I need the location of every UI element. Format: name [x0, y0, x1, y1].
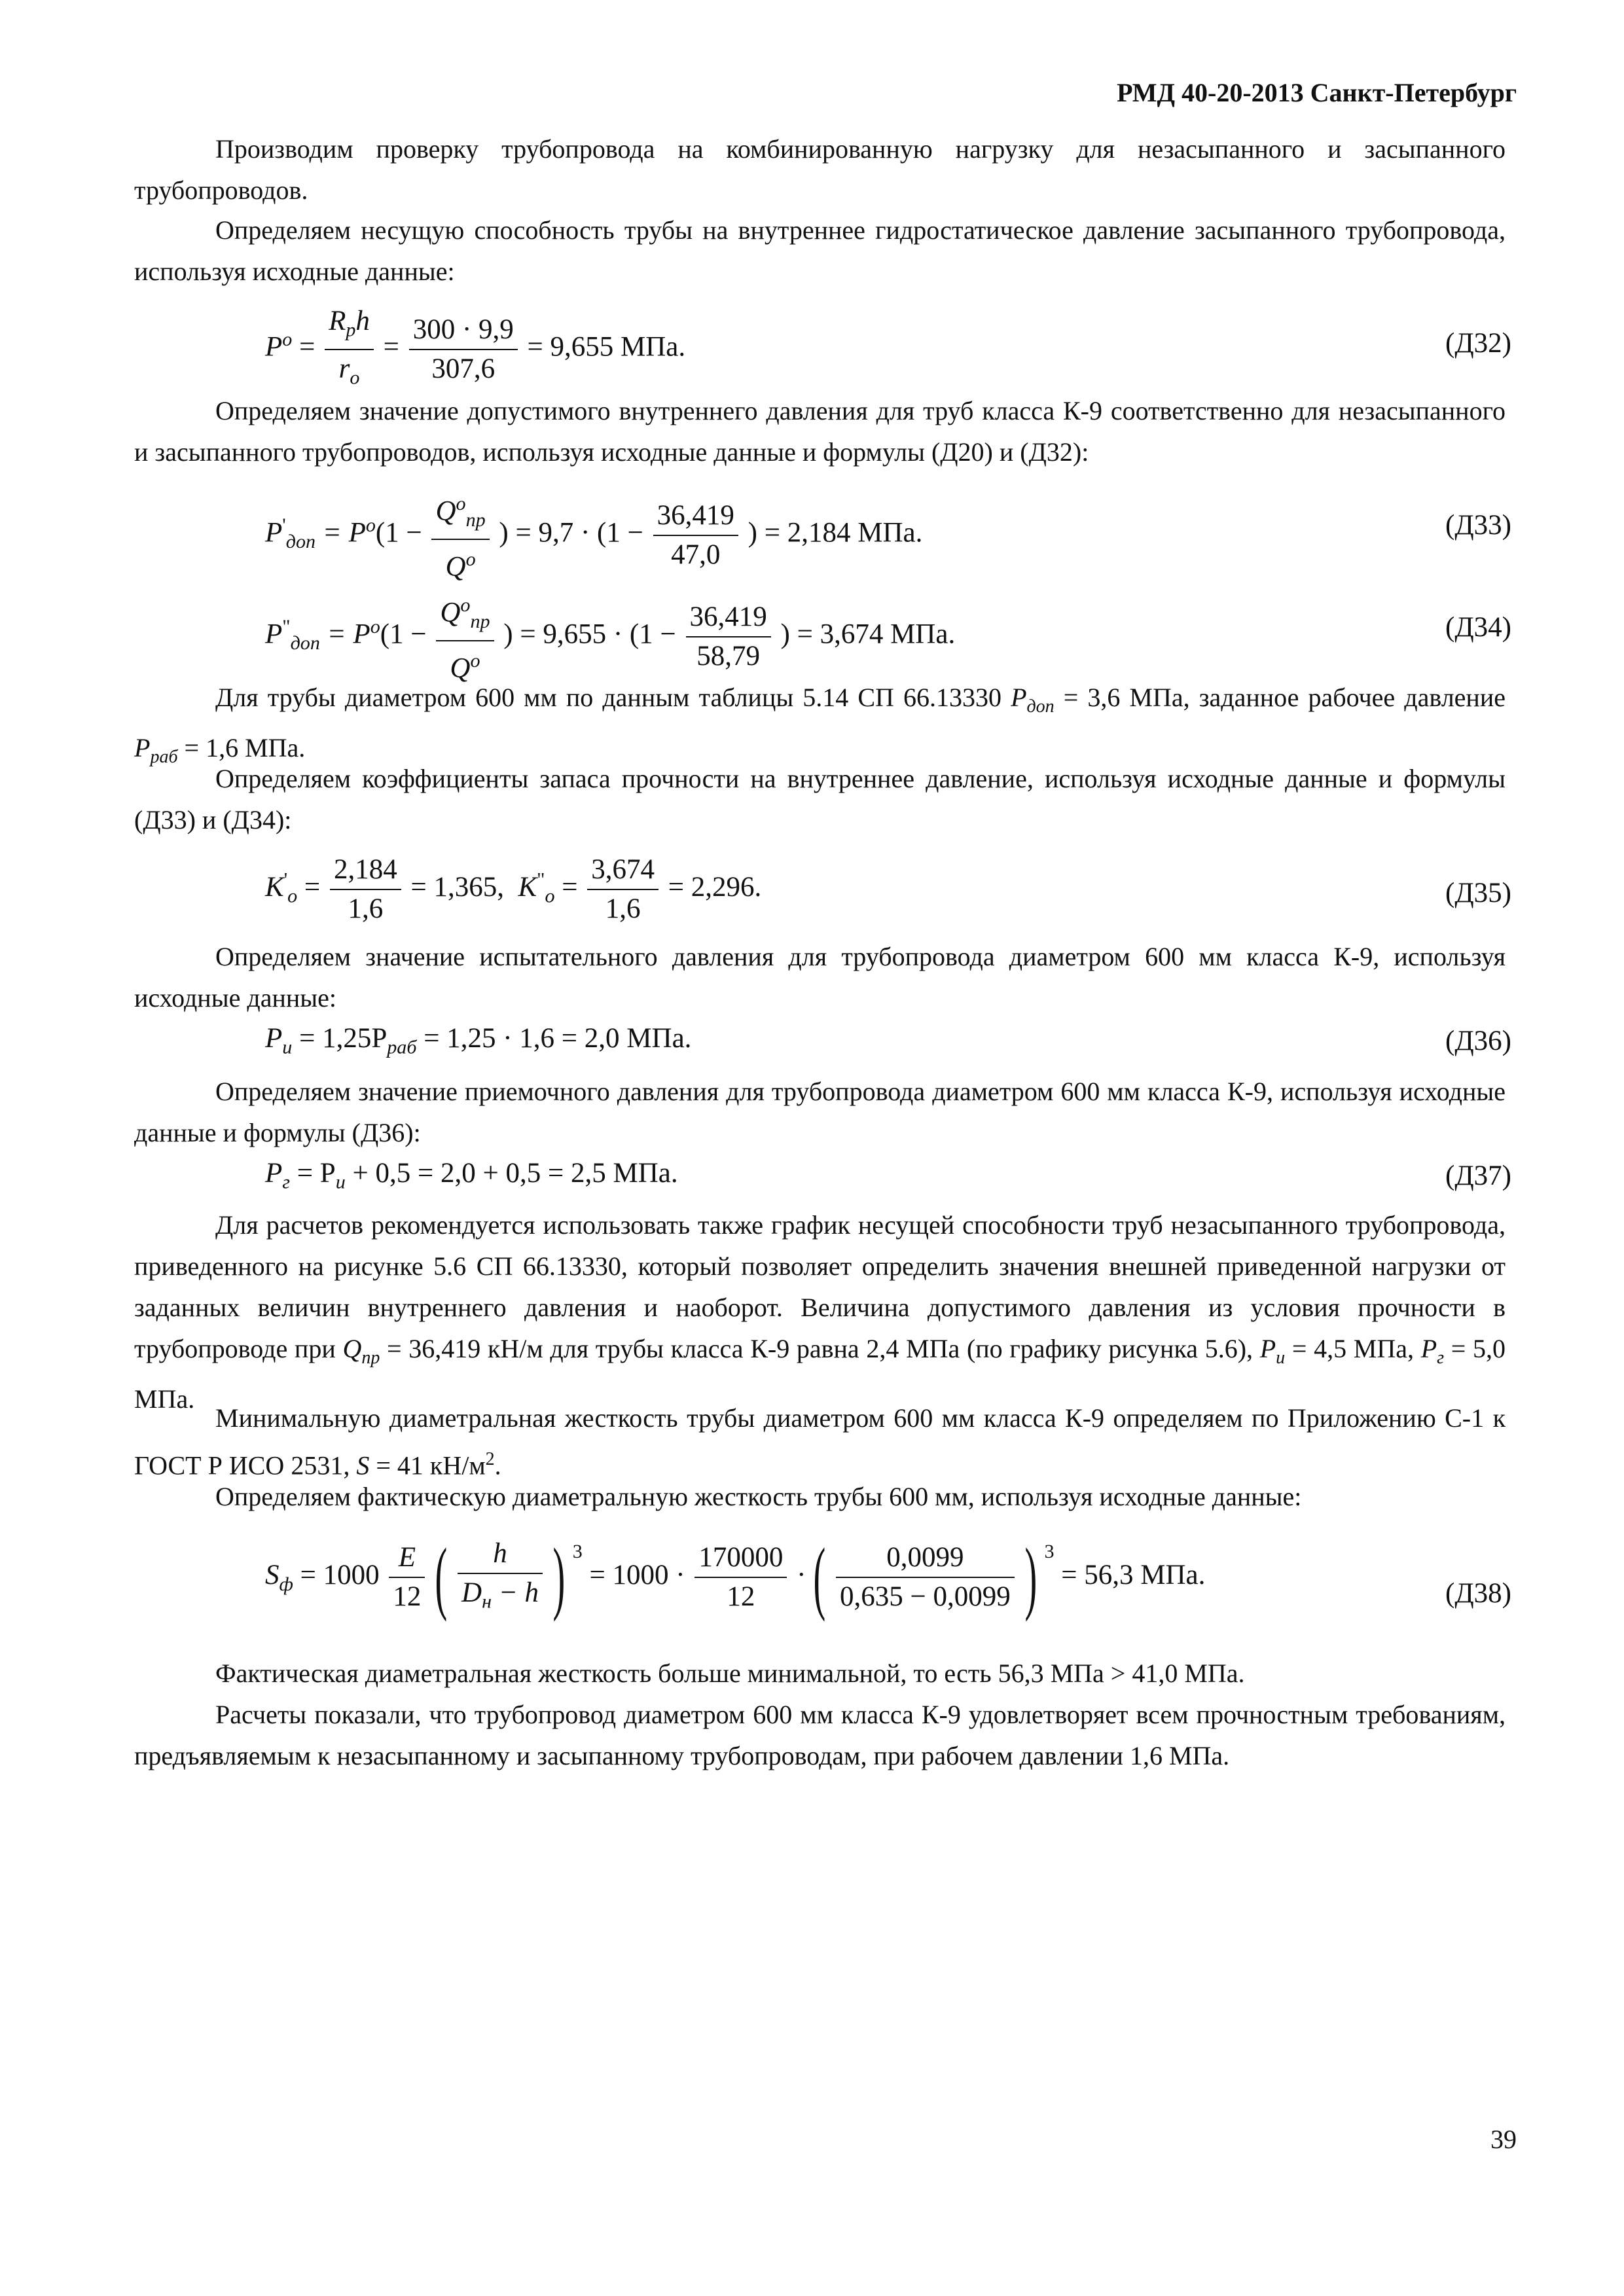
paragraph-acceptance-pressure: Определяем значение приемочного давления для трубопровода диаметром 600 мм класса К-9, используя исходные данные и формулы (Д36):: [134, 1077, 1506, 1147]
paragraph-comparison: Фактическая диаметральная жесткость больше минимальной, то есть 56,3 МПа > 41,0 МПа.: [215, 1659, 1245, 1688]
paragraph-graph-reference: Для расчетов рекомендуется использовать также график несущей способности труб незасыпанного трубопровода, приведенного на рисунке 5.6 СП 66.13330, который позволяет определить значения внешней приведенной нагрузки от заданных величин внутреннего давления и наоборот. Величина допустимого давления из условия прочности в трубопроводе при $Q_{пр} = 36,419$ кН/м для трубы класса К-9 равна 2,4 МПа (по графику рисунка 5.6), $P_и = 4,5$ МПа, $P_г = 5,0$ МПа.: [134, 1210, 1506, 1414]
equation-number-d38: (Д38): [1445, 1578, 1511, 1609]
equation-number-d35: (Д35): [1445, 878, 1511, 908]
equation-number-d33: (Д33): [1445, 510, 1511, 541]
page-number: 39: [1490, 2125, 1517, 2154]
paragraph-combined-load: Производим проверку трубопровода на комбинированную нагрузку для незасыпанного и засыпанного трубопроводов.: [134, 134, 1506, 205]
paragraph-bearing-capacity: Определяем несущую способность трубы на внутреннее гидростатическое давление засыпанного трубопровода, используя исходные данные:: [134, 215, 1506, 286]
equation-number-d36: (Д36): [1445, 1026, 1511, 1056]
equation-d33: $P'_{доп} = P^o(1$ − $\frac{Q^o_{пр}}{Q^o}$ ) = 9,7 · (1 − $\frac{36,419}{47,0}$ ) = 2,184 МПа.: [265, 484, 922, 586]
document-header: РМД 40-20-2013 Санкт-Петербург: [1117, 78, 1517, 107]
paragraph-conclusion: Расчеты показали, что трубопровод диаметром 600 мм класса К-9 удовлетворяет всем прочностным требованиям, предъявляемым к незасыпанному и засыпанному трубопроводам, при рабочем давлении 1,6 МПа.: [134, 1700, 1506, 1770]
equation-d36: $P_и = 1,25P_{раб} = 1,25 \cdot 1,6 = 2,0$ МПа.: [265, 1023, 692, 1058]
equation-d37: $P_г = P_и + 0,5 = 2,0 + 0,5 = 2,5$ МПа.: [265, 1158, 678, 1193]
equation-d32: $P^o$ = $\frac{R_ph}{r_o}$ = $\frac{300 \cdot 9,9}{307,6}$ = 9,655 МПа.: [265, 302, 685, 396]
paragraph-allowable-pressure: Определяем значение допустимого внутреннего давления для труб класса К-9 соответственно для незасыпанного и засыпанного трубопроводов, используя исходные данные и формулы (Д20) и (Д32):: [134, 396, 1506, 467]
paragraph-safety-factors: Определяем коэффициенты запаса прочности на внутреннее давление, используя исходные данные и формулы (Д33) и (Д34):: [134, 764, 1506, 834]
paragraph-min-stiffness: Минимальную диаметральная жесткость трубы диаметром 600 мм класса К-9 определяем по Приложению С-1 к ГОСТ Р ИСО 2531, S = 41 $кН/м^2$.: [134, 1403, 1506, 1480]
equation-number-d37: (Д37): [1445, 1160, 1511, 1191]
equation-d35: $K'_o$ = $\frac{2,184}{1,6}$ = 1,365, $K^"_o$ = $\frac{3,674}{1,6}$ = 2,296.: [265, 851, 761, 928]
paragraph-test-pressure: Определяем значение испытательного давления для трубопровода диаметром 600 мм класса К-9, используя исходные данные:: [134, 942, 1506, 1013]
paragraph-working-pressure: Для трубы диаметром 600 мм по данным таблицы 5.14 СП 66.13330 $P_{доп} = 3,6$ МПа, заданное рабочее давление $P_{раб} = 1,6$ МПа.: [134, 683, 1506, 767]
equation-number-d32: (Д32): [1445, 328, 1511, 359]
equation-d38: $S_ф = 1000$ $\frac{E}{12}$ ( $\frac{h}{D_н - h}$ ) $^3$ = 1000 · $\frac{170000}{12}$ ·( $\frac{0,0099}{0,635 - 0,0099}$ ) $^3$ = 56,3 МПа.: [265, 1532, 1206, 1623]
equation-d34: $P^"_{доп} = P^o(1$ − $\frac{Q^o_{пр}}{Q^o}$ ) = 9,655 · (1 − $\frac{36,419}{58,79}$ ) = 3,674 МПа.: [265, 586, 955, 687]
equation-number-d34: (Д34): [1445, 612, 1511, 643]
paragraph-actual-stiffness: Определяем фактическую диаметральную жесткость трубы 600 мм, используя исходные данные:: [215, 1482, 1302, 1511]
